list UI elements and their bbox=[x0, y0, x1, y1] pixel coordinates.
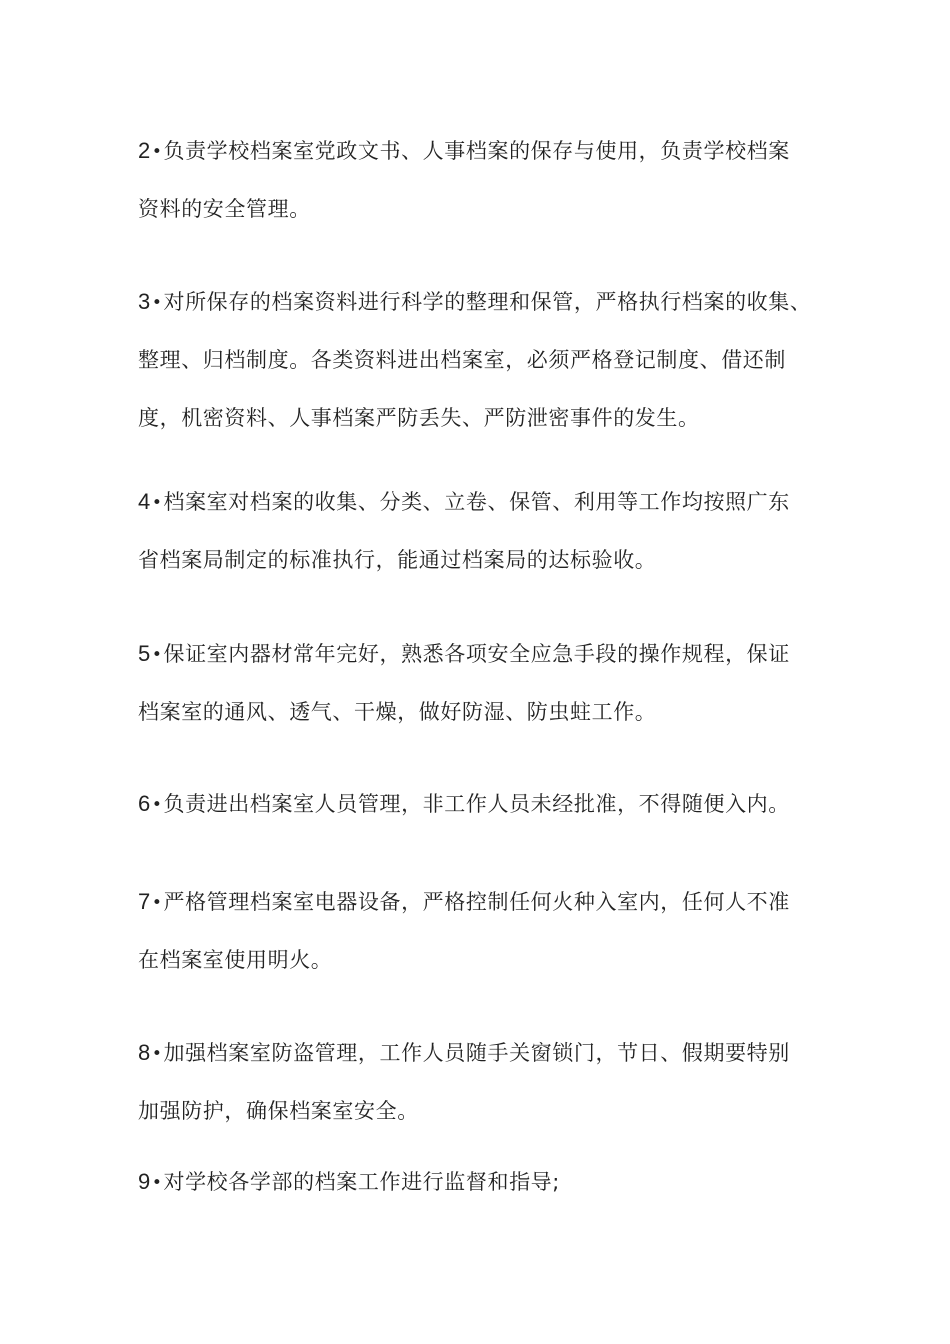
list-item-3 bbox=[138, 273, 838, 447]
paragraph-line bbox=[138, 873, 838, 931]
item-text: 加强档案室防盗管理，工作人员随手关窗锁门，节日、假期要特别 bbox=[163, 1041, 790, 1065]
item-text: 对学校各学部的档案工作进行监督和指导; bbox=[163, 1170, 560, 1194]
item-number: 2 bbox=[138, 138, 151, 163]
paragraph-line bbox=[138, 625, 838, 683]
bullet-icon: • bbox=[151, 1044, 163, 1064]
paragraph-line bbox=[138, 473, 838, 531]
bullet-icon: • bbox=[151, 142, 163, 162]
paragraph-line: 档案室的通风、透气、干燥，做好防湿、防虫蛀工作。 bbox=[138, 700, 657, 724]
bullet-icon: • bbox=[151, 293, 163, 313]
list-item-4 bbox=[138, 473, 838, 589]
bullet-icon: • bbox=[151, 893, 163, 913]
item-text: 负责进出档案室人员管理，非工作人员未经批准，不得随便入内。 bbox=[163, 792, 790, 816]
item-text: 严格管理档案室电器设备，严格控制任何火种入室内，任何人不准 bbox=[163, 890, 790, 914]
item-text: 保证室内器材常年完好，熟悉各项安全应急手段的操作规程，保证 bbox=[163, 642, 790, 666]
paragraph-line: 省档案局制定的标准执行，能通过档案局的达标验收。 bbox=[138, 548, 657, 572]
list-item-7 bbox=[138, 873, 838, 989]
paragraph-line: 加强防护，确保档案室安全。 bbox=[138, 1099, 419, 1123]
paragraph-line bbox=[138, 1153, 838, 1211]
item-text: 对所保存的档案资料进行科学的整理和保管，严格执行档案的收集、 bbox=[163, 290, 812, 314]
bullet-icon: • bbox=[151, 1173, 163, 1193]
bullet-icon: • bbox=[151, 645, 163, 665]
list-item-8 bbox=[138, 1024, 838, 1140]
item-number: 3 bbox=[138, 289, 151, 314]
paragraph-line: 整理、归档制度。各类资料进出档案室，必须严格登记制度、借还制 bbox=[138, 348, 786, 372]
item-number: 7 bbox=[138, 889, 151, 914]
list-item-2 bbox=[138, 122, 838, 238]
item-number: 5 bbox=[138, 641, 151, 666]
item-text: 负责学校档案室党政文书、人事档案的保存与使用，负责学校档案 bbox=[163, 139, 790, 163]
paragraph-line bbox=[138, 273, 838, 331]
paragraph-line: 资料的安全管理。 bbox=[138, 197, 311, 221]
list-item-9 bbox=[138, 1153, 838, 1211]
item-number: 8 bbox=[138, 1040, 151, 1065]
paragraph-line bbox=[138, 1024, 838, 1082]
list-item-5 bbox=[138, 625, 838, 741]
item-number: 9 bbox=[138, 1169, 151, 1194]
bullet-icon: • bbox=[151, 493, 163, 513]
item-number: 4 bbox=[138, 489, 151, 514]
item-number: 6 bbox=[138, 791, 151, 816]
bullet-icon: • bbox=[151, 795, 163, 815]
paragraph-line bbox=[138, 775, 838, 833]
paragraph-line: 度，机密资料、人事档案严防丢失、严防泄密事件的发生。 bbox=[138, 406, 700, 430]
paragraph-line bbox=[138, 122, 838, 180]
item-text: 档案室对档案的收集、分类、立卷、保管、利用等工作均按照广东 bbox=[163, 490, 790, 514]
list-item-6 bbox=[138, 775, 838, 833]
paragraph-line: 在档案室使用明火。 bbox=[138, 948, 333, 972]
